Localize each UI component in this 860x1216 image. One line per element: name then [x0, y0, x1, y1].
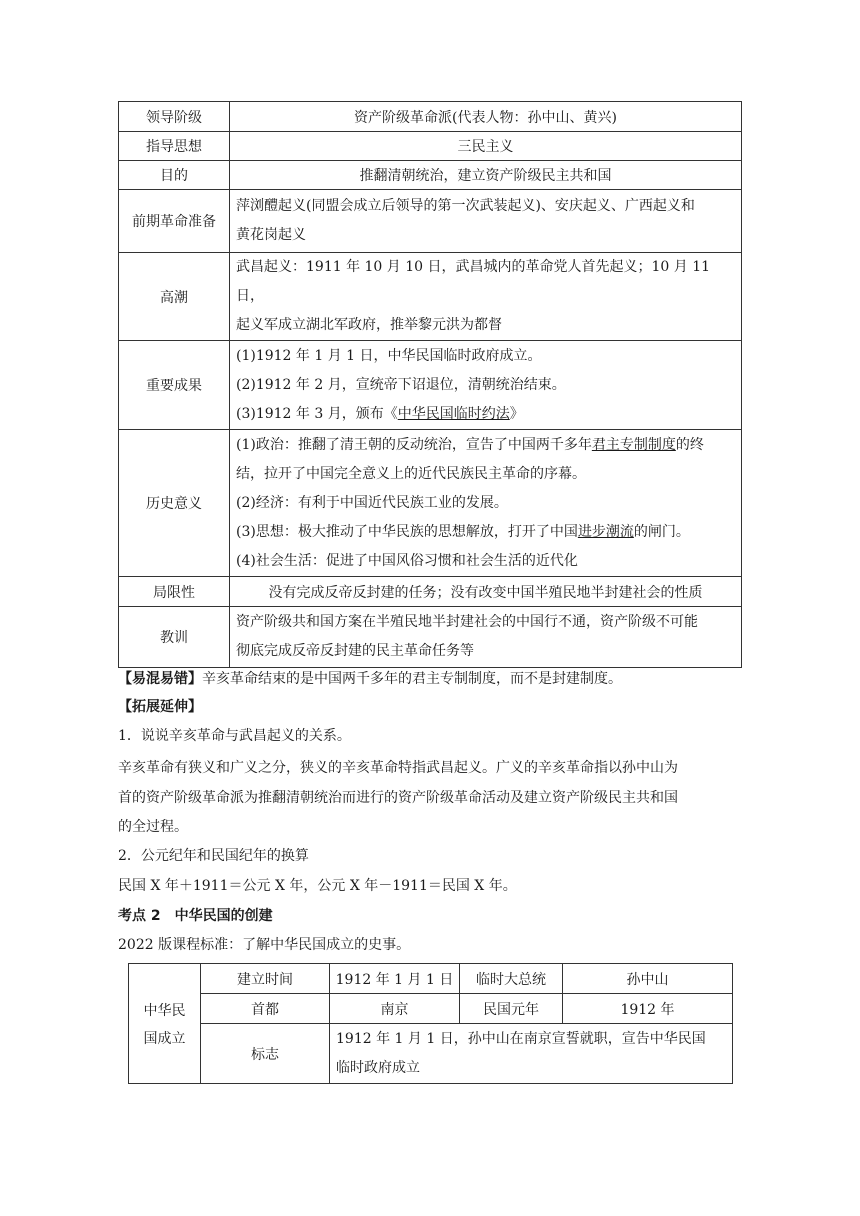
table-row — [119, 132, 742, 161]
extension-label: 【拓展延伸】 — [118, 699, 202, 715]
text-line: 1912 年 1 月 1 日，孙中山在南京宣誓就职，宣告中华民国 — [336, 1030, 706, 1047]
row-key-leader: 领导阶级 — [119, 102, 230, 132]
answer-1-line: 辛亥革命有狭义和广义之分，狭义的辛亥革命特指武昌起义。广义的辛亥革命指以孙中山为 — [118, 760, 678, 776]
underlined-term: 进步潮流 — [577, 523, 634, 540]
president-value: 孙中山 — [563, 964, 733, 994]
underlined-term: 君主专制制度 — [591, 436, 676, 453]
table-row — [129, 994, 733, 1024]
text-line: 资产阶级共和国方案在半殖民地半封建社会的中国行不通，资产阶级不可能 — [236, 614, 698, 630]
question-1: 1．说说辛亥革命与武昌起义的关系。 — [118, 728, 351, 744]
president-label: 临时大总统 — [460, 964, 563, 994]
row-key-purpose: 目的 — [119, 161, 230, 190]
capital-value: 南京 — [330, 994, 460, 1024]
row-key-achievements: 重要成果 — [119, 341, 230, 430]
text-line — [236, 400, 735, 429]
row-key-preparation: 前期革命准备 — [119, 190, 230, 253]
text-line: (2)经济：有利于中国近代民族工业的发展。 — [236, 494, 508, 511]
question-2: 2．公元纪年和民国纪年的换算 — [118, 848, 309, 864]
underlined-term: 中华民国临时约法 — [397, 405, 510, 422]
text-span: (3)1912 年 3 月，颁布《 — [236, 405, 398, 422]
row-value-purpose: 推翻清朝统治，建立资产阶级民主共和国 — [230, 161, 742, 190]
answer-2: 民国 X 年＋1911＝公元 X 年，公元 X 年－1911＝民国 X 年。 — [118, 878, 517, 894]
text-line: (4)社会生活：促进了中国风俗习惯和社会生活的近代化 — [236, 552, 578, 569]
row-header-line: 国成立 — [143, 1030, 186, 1047]
era-value: 1912 年 — [563, 994, 733, 1024]
text-line — [236, 431, 735, 460]
text-line: 起义军成立湖北军政府，推举黎元洪为都督 — [236, 317, 502, 333]
row-value-limitation: 没有完成反帝反封建的任务；没有改变中国半殖民地半封建社会的性质 — [230, 577, 742, 607]
text-span: 的终 — [675, 436, 704, 453]
row-value-preparation — [230, 190, 742, 253]
sign-value — [330, 1024, 733, 1084]
text-line: 结，拉开了中国完全意义上的近代民族民主革命的序幕。 — [236, 465, 586, 482]
table-row — [119, 102, 742, 132]
text-span: (1)政治：推翻了清王朝的反动统治，宣告了中国两千多年 — [236, 436, 592, 453]
text-line: (2)1912 年 2 月，宣统帝下诏退位，清朝统治结束。 — [236, 376, 566, 393]
row-key-climax: 高潮 — [119, 253, 230, 341]
capital-label: 首都 — [201, 994, 330, 1024]
row-value-leader: 资产阶级革命派(代表人物：孙中山、黄兴) — [230, 102, 742, 132]
text-line: 萍浏醴起义(同盟会成立后领导的第一次武装起义)、安庆起义、广西起义和 — [236, 198, 695, 214]
era-label: 民国元年 — [460, 994, 563, 1024]
established-time-label: 建立时间 — [201, 964, 330, 994]
row-header — [129, 964, 201, 1084]
text-line: 彻底完成反帝反封建的民主革命任务等 — [236, 643, 474, 659]
row-value-ideology: 三民主义 — [230, 132, 742, 161]
easy-mistake-text: 辛亥革命结束的是中国两千多年的君主专制制度，而不是封建制度。 — [202, 671, 622, 687]
row-key-lesson: 教训 — [119, 607, 230, 668]
table-row — [129, 1024, 733, 1084]
revolution-summary-table — [118, 101, 742, 668]
row-key-ideology: 指导思想 — [119, 132, 230, 161]
table-row — [119, 161, 742, 190]
table-row — [129, 964, 733, 994]
row-key-limitation: 局限性 — [119, 577, 230, 607]
text-line: 武昌起义：1911 年 10 月 10 日，武昌城内的革命党人首先起义；10 月 11 日， — [236, 259, 711, 304]
table-row — [119, 607, 742, 668]
table-row — [119, 253, 742, 341]
topic-title: 考点 2 中华民国的创建 — [118, 908, 273, 924]
sign-label: 标志 — [201, 1024, 330, 1084]
row-value-lesson — [230, 607, 742, 668]
table-row — [119, 190, 742, 253]
text-span: 》 — [509, 405, 524, 422]
text-span: (3)思想：极大推动了中华民族的思想解放，打开了中国 — [236, 523, 578, 540]
table-row — [119, 341, 742, 430]
text-line: 临时政府成立 — [336, 1059, 420, 1076]
easy-mistake-note — [118, 666, 758, 692]
answer-1-line: 首的资产阶级革命派为推翻清朝统治而进行的资产阶级革命活动及建立资产阶级民主共和国 — [118, 790, 678, 806]
roc-founding-table — [128, 963, 733, 1084]
answer-1-line: 的全过程。 — [118, 819, 188, 835]
text-line: 黄花岗起义 — [236, 227, 306, 243]
row-value-significance — [230, 430, 742, 577]
text-line: (1)1912 年 1 月 1 日，中华民国临时政府成立。 — [236, 347, 542, 364]
text-span: 的闸门。 — [633, 523, 690, 540]
table-row — [119, 577, 742, 607]
row-value-achievements — [230, 341, 742, 430]
table-row — [119, 430, 742, 577]
course-standard: 2022 版课程标准：了解中华民国成立的史事。 — [118, 937, 411, 953]
easy-mistake-label: 【易混易错】 — [118, 671, 202, 687]
text-line — [236, 518, 735, 547]
row-header-line: 中华民 — [143, 1002, 186, 1019]
established-time-value: 1912 年 1 月 1 日 — [330, 964, 460, 994]
row-value-climax — [230, 253, 742, 341]
row-key-significance: 历史意义 — [119, 430, 230, 577]
